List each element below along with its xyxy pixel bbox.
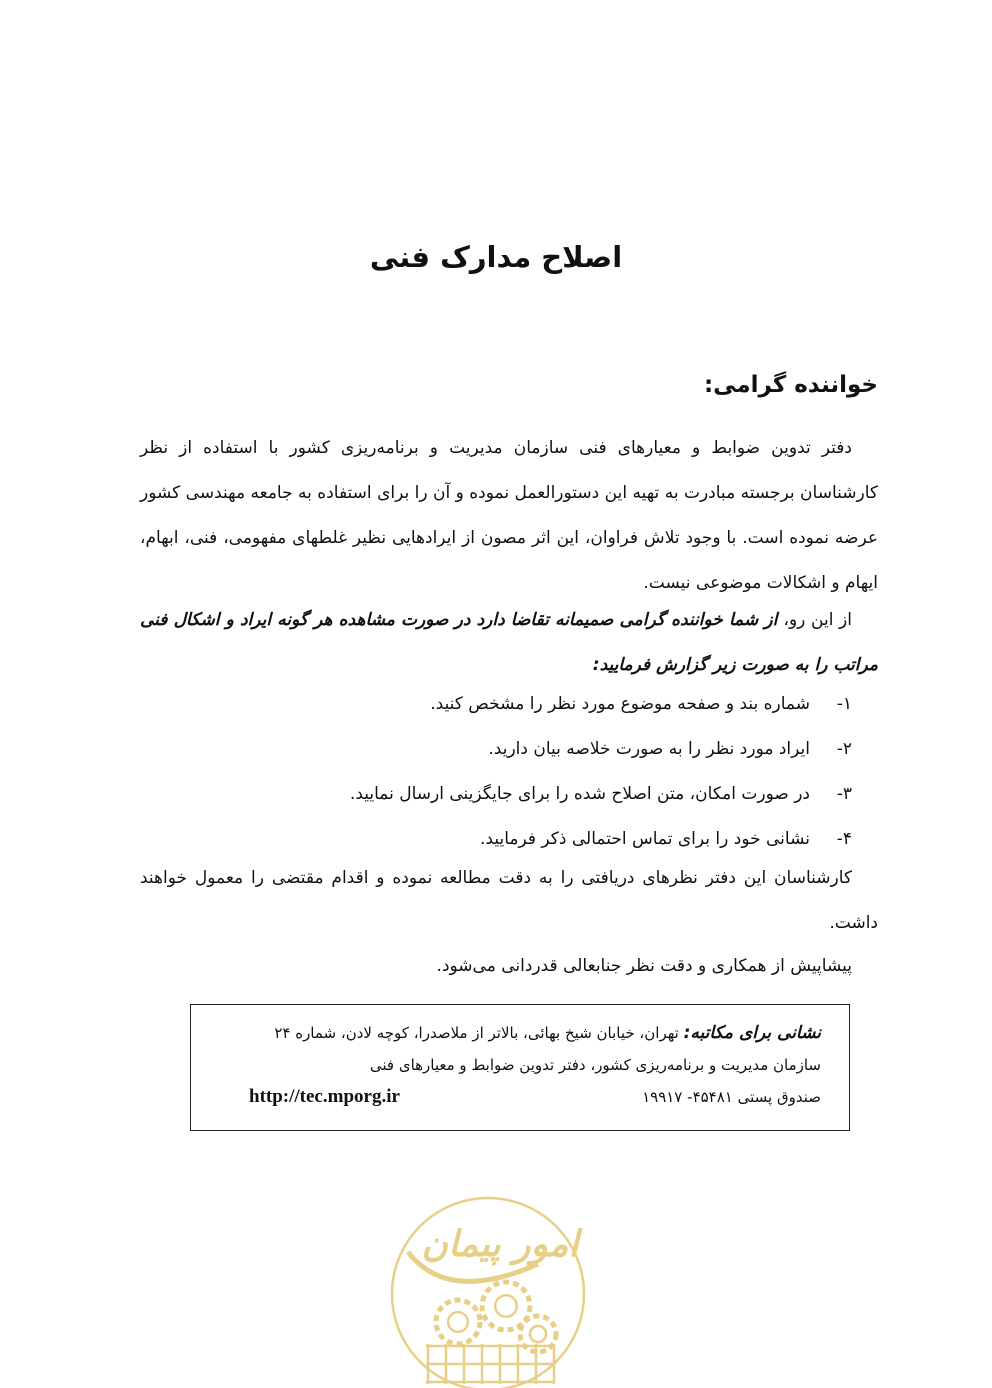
list-item [152,772,852,817]
po-box: صندوق پستی ۴۵۴۸۱- ۱۹۹۱۷ [642,1088,821,1106]
thanks-line: پیشاپیش از همکاری و دقت نظر جنابعالی قدردانی می‌شود. [436,956,852,976]
list-item-text: نشانی خود را برای تماس احتمالی ذکر فرمایید. [480,829,810,849]
address-label: نشانی برای مکاتبه: [683,1023,821,1043]
list-item-number: ۴- [836,829,852,849]
greeting-heading: خواننده گرامی: [703,372,878,398]
logo-lettering: امور پیمان [421,1224,579,1265]
request-paragraph [140,598,878,688]
list-item-text: در صورت امکان، متن اصلاح شده را برای جایگزینی ارسال نمایید. [349,784,810,804]
list-item-text: ایراد مورد نظر را به صورت خلاصه بیان دارید. [488,739,810,759]
address-line-3 [219,1081,821,1113]
address-street: تهران، خیابان شیخ بهائی، بالاتر از ملاصدرا، کوچه لادن، شماره ۲۴ [274,1024,684,1042]
request-lead: از این رو، [783,610,852,630]
request-emphasis: از شما خواننده گرامی صمیمانه تقاضا دارد در صورت مشاهده هر گونه ایراد و اشکال فنی مراتب را به صورت زیر گزارش فرمایید: [140,610,878,675]
list-item [152,682,852,727]
list-item-text: شماره بند و صفحه موضوع مورد نظر را مشخص کنید. [430,694,810,714]
closing-paragraph: کارشناسان این دفتر نظرهای دریافتی را به دقت مطالعه نموده و اقدام مقتضی را معمول خواهند داشت. [140,868,878,933]
page-title: اصلاح مدارک فنی [369,240,623,274]
address-line-1 [219,1017,821,1049]
address-box [190,1004,850,1131]
instruction-list [152,682,852,862]
list-item-number: ۳- [836,784,852,804]
intro-paragraph: دفتر تدوین ضوابط و معیارهای فنی سازمان مدیریت و برنامه‌ریزی کشور با استفاده از نظر کارشناسان برجسته مبادرت به تهیه این دستورالعمل نموده و آن را برای استفاده به جامعه مهندسی کشور عرضه نموده است. با وجود تلاش فراوان، این اثر مصون از ایرادهایی نظیر غلطهای مفهومی، فنی، ابهام، ایهام و اشکالات موضوعی نیست. [140,438,878,593]
address-line-2: سازمان مدیریت و برنامه‌ریزی کشور، دفتر تدوین ضوابط و معیارهای فنی [369,1056,821,1074]
website-link[interactable]: http://tec.mporg.ir [249,1086,400,1107]
list-item [152,727,852,772]
list-item-number: ۲- [836,739,852,759]
watermark-logo [388,1194,588,1388]
list-item-number: ۱- [836,694,852,714]
